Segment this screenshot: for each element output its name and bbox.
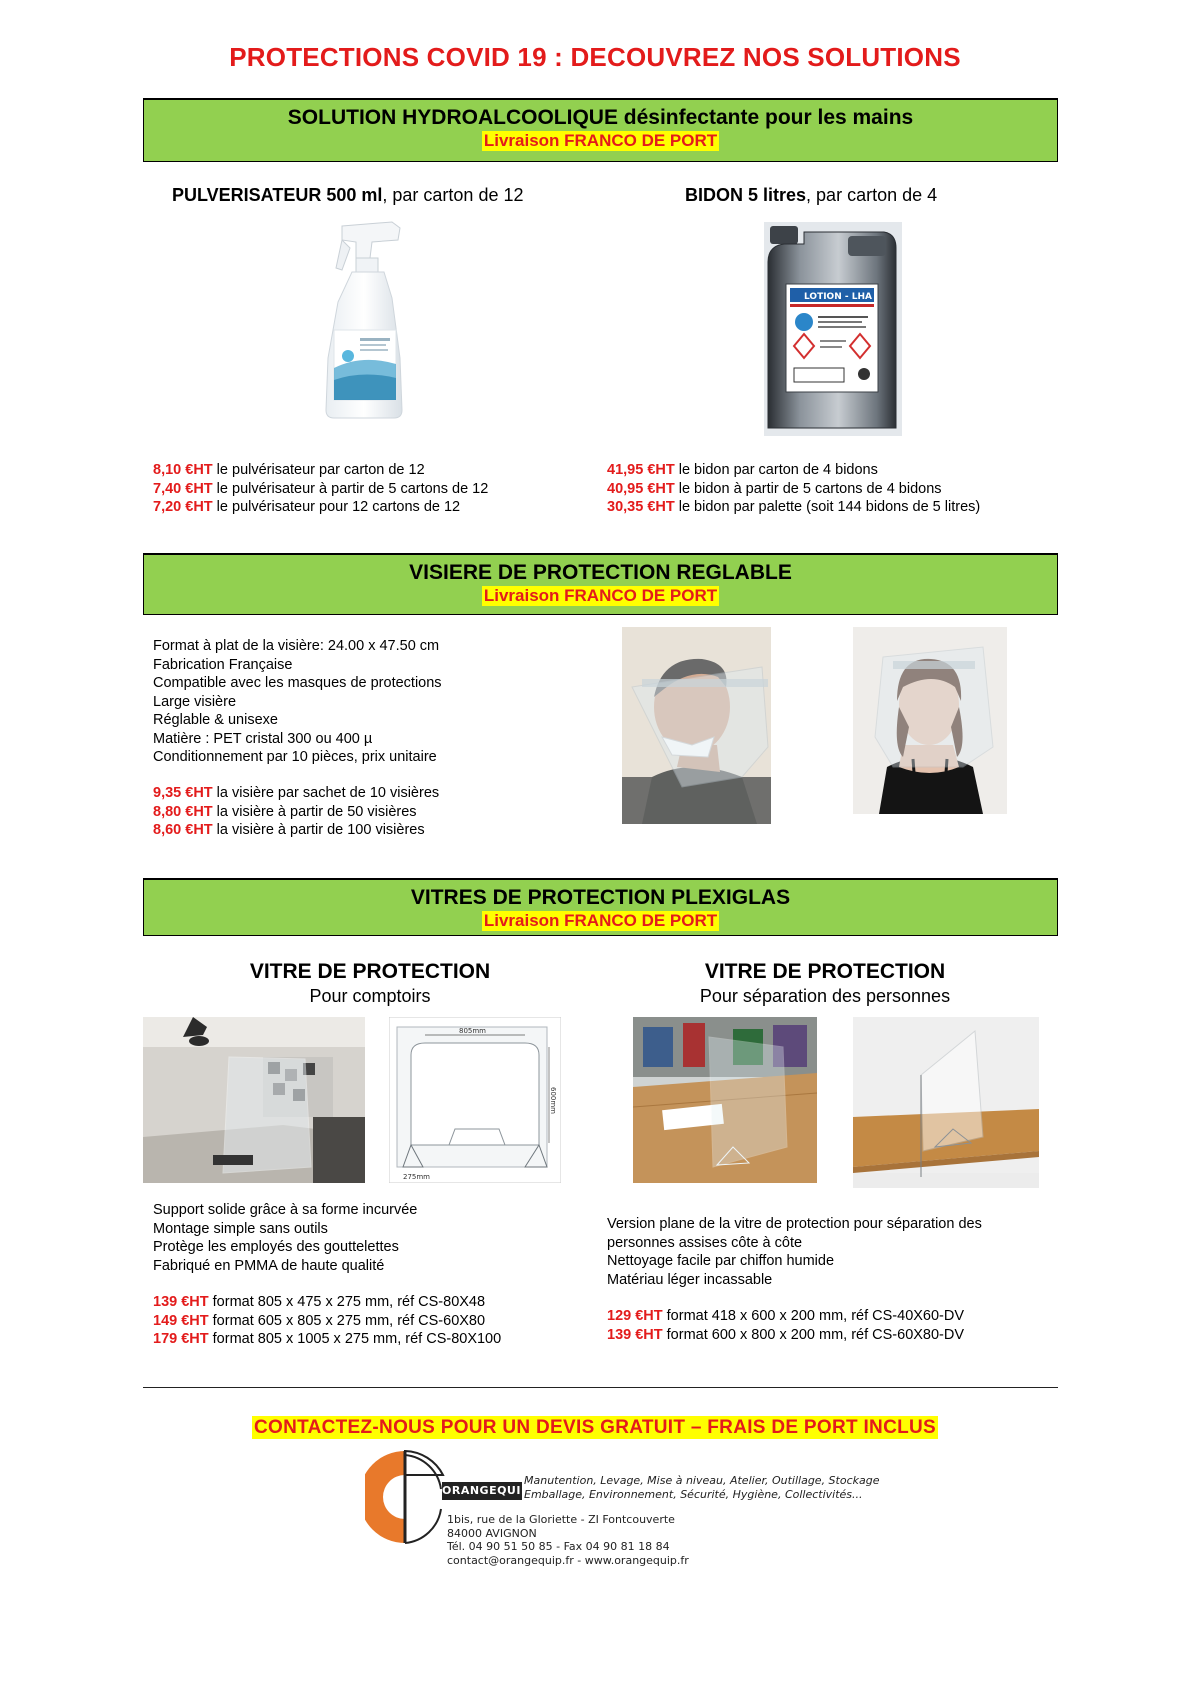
feature-line: Montage simple sans outils <box>153 1220 328 1237</box>
counter-screen-photo <box>143 1017 365 1183</box>
visor-woman-photo <box>853 627 1007 814</box>
feature-line: Fabriqué en PMMA de haute qualité <box>153 1257 385 1274</box>
price-row: 139 €HT format 805 x 475 x 275 mm, réf CS-80X48 <box>153 1294 486 1310</box>
feature-line: Version plane de la vitre de protection pour séparation des <box>607 1216 982 1232</box>
counter-screen-features <box>153 1201 417 1275</box>
feature-line: Conditionnement par 10 pièces, prix unitaire <box>153 749 437 765</box>
price-row: 7,20 €HT le pulvérisateur pour 12 cartons de 12 <box>153 499 461 515</box>
counter-screen-title: VITRE DE PROTECTION <box>249 960 491 983</box>
dimension-base-label: 275mm <box>403 1173 430 1181</box>
sprayer-pack: , par carton de 12 <box>382 185 524 205</box>
feature-line: Matière : PET cristal 300 ou 400 µ <box>153 730 373 747</box>
sprayer-title <box>172 185 523 206</box>
jerrycan-image <box>764 222 902 436</box>
jerrycan-name: BIDON 5 litres <box>685 185 807 205</box>
section-title-bold: SOLUTION HYDROALCOOLIQUE <box>287 106 618 129</box>
section-title <box>144 106 1057 130</box>
counter-screen-price-list <box>153 1293 501 1349</box>
separation-screen-subtitle: Pour séparation des personnes <box>699 986 951 1006</box>
tagline-line: Emballage, Environnement, Sécurité, Hygiène, Collectivités... <box>524 1487 863 1501</box>
dimension-side-label: 600mm <box>549 1087 557 1114</box>
feature-line: Protège les employés des gouttelettes <box>153 1239 399 1255</box>
section-vitres-header <box>143 878 1058 936</box>
jerrycan-price-list <box>607 461 980 517</box>
section-title-rest: désinfectante pour les mains <box>617 106 914 129</box>
price-row: 8,80 €HT la visière à partir de 50 visières <box>153 803 417 820</box>
feature-line: Support solide grâce à sa forme incurvée <box>153 1202 418 1218</box>
sprayer-bottle-image <box>312 218 420 424</box>
sprayer-price-list <box>153 461 488 517</box>
feature-line: Nettoyage facile par chiffon humide <box>607 1253 835 1269</box>
feature-line: personnes assises côte à côte <box>607 1234 803 1251</box>
visor-price-list <box>153 784 439 840</box>
visor-man-photo <box>622 627 771 824</box>
price-row: 30,35 €HT le bidon par palette (soit 144 bidons de 5 litres) <box>607 499 981 515</box>
sprayer-name: PULVERISATEUR 500 ml <box>172 185 383 205</box>
contact-line: contact@orangequip.fr - www.orangequip.fr <box>447 1553 689 1567</box>
brand-tagline <box>524 1474 880 1501</box>
page-title: PROTECTIONS COVID 19 : DECOUVREZ NOS SOLUTIONS <box>229 42 961 72</box>
price-row: 9,35 €HT la visière par sachet de 10 visières <box>153 785 440 801</box>
jerrycan-pack: , par carton de 4 <box>806 185 938 205</box>
section-hydroalcoolique-header <box>143 98 1058 162</box>
jerrycan-label-text: LOTION - LHA <box>804 292 872 302</box>
section-title: VITRES DE PROTECTION PLEXIGLAS <box>410 886 791 909</box>
section-visiere-header <box>143 553 1058 615</box>
separation-screen-price-list <box>607 1307 964 1344</box>
counter-screen-subtitle: Pour comptoirs <box>309 986 431 1006</box>
address-line: 1bis, rue de la Gloriette - ZI Fontcouverte <box>447 1513 675 1526</box>
delivery-badge: Livraison FRANCO DE PORT <box>483 911 718 930</box>
feature-line: Compatible avec les masques de protections <box>153 675 442 691</box>
delivery-badge: Livraison FRANCO DE PORT <box>483 586 718 605</box>
section-title: VISIERE DE PROTECTION REGLABLE <box>409 561 792 584</box>
price-row: 139 €HT format 600 x 800 x 200 mm, réf CS-60X80-DV <box>607 1326 965 1343</box>
feature-line: Fabrication Française <box>153 656 293 673</box>
dimension-top-label: 805mm <box>459 1027 486 1035</box>
separation-screen-title: VITRE DE PROTECTION <box>704 960 946 983</box>
feature-line: Format à plat de la visière: 24.00 x 47.50 cm <box>153 638 440 654</box>
company-address <box>447 1513 689 1567</box>
separation-screen-photo <box>633 1017 817 1183</box>
price-row: 149 €HT format 605 x 805 x 275 mm, réf CS-60X80 <box>153 1312 486 1329</box>
orangequip-logo <box>365 1449 445 1545</box>
counter-screen-diagram <box>389 1017 561 1183</box>
jerrycan-title <box>685 185 937 206</box>
brand-name: ORANGEQUIP <box>442 1482 522 1500</box>
contact-banner <box>0 1417 1190 1439</box>
footer-divider <box>143 1387 1058 1388</box>
address-line: 84000 AVIGNON <box>447 1526 537 1540</box>
visor-features <box>153 637 442 767</box>
price-row: 41,95 €HT le bidon par carton de 4 bidons <box>607 462 878 478</box>
delivery-badge: Livraison FRANCO DE PORT <box>483 131 718 150</box>
separation-screen-features <box>607 1215 982 1289</box>
feature-line: Réglable & unisexe <box>153 712 278 728</box>
phone-line: Tél. 04 90 51 50 85 - Fax 04 90 81 18 84 <box>447 1540 670 1553</box>
feature-line: Matériau léger incassable <box>607 1271 773 1288</box>
price-row: 8,10 €HT le pulvérisateur par carton de 12 <box>153 462 425 478</box>
price-row: 40,95 €HT le bidon à partir de 5 cartons de 4 bidons <box>607 480 942 497</box>
price-row: 179 €HT format 805 x 1005 x 275 mm, réf CS-80X100 <box>153 1331 502 1347</box>
feature-line: Large visière <box>153 693 237 710</box>
contact-text: CONTACTEZ-NOUS POUR UN DEVIS GRATUIT – FRAIS DE PORT INCLUS <box>253 1417 936 1438</box>
price-row: 129 €HT format 418 x 600 x 200 mm, réf CS-40X60-DV <box>607 1308 965 1324</box>
separation-screen-render <box>853 1017 1039 1188</box>
price-row: 8,60 €HT la visière à partir de 100 visières <box>153 822 425 838</box>
tagline-line: Manutention, Levage, Mise à niveau, Atelier, Outillage, Stockage <box>524 1474 880 1487</box>
price-row: 7,40 €HT le pulvérisateur à partir de 5 cartons de 12 <box>153 480 489 497</box>
